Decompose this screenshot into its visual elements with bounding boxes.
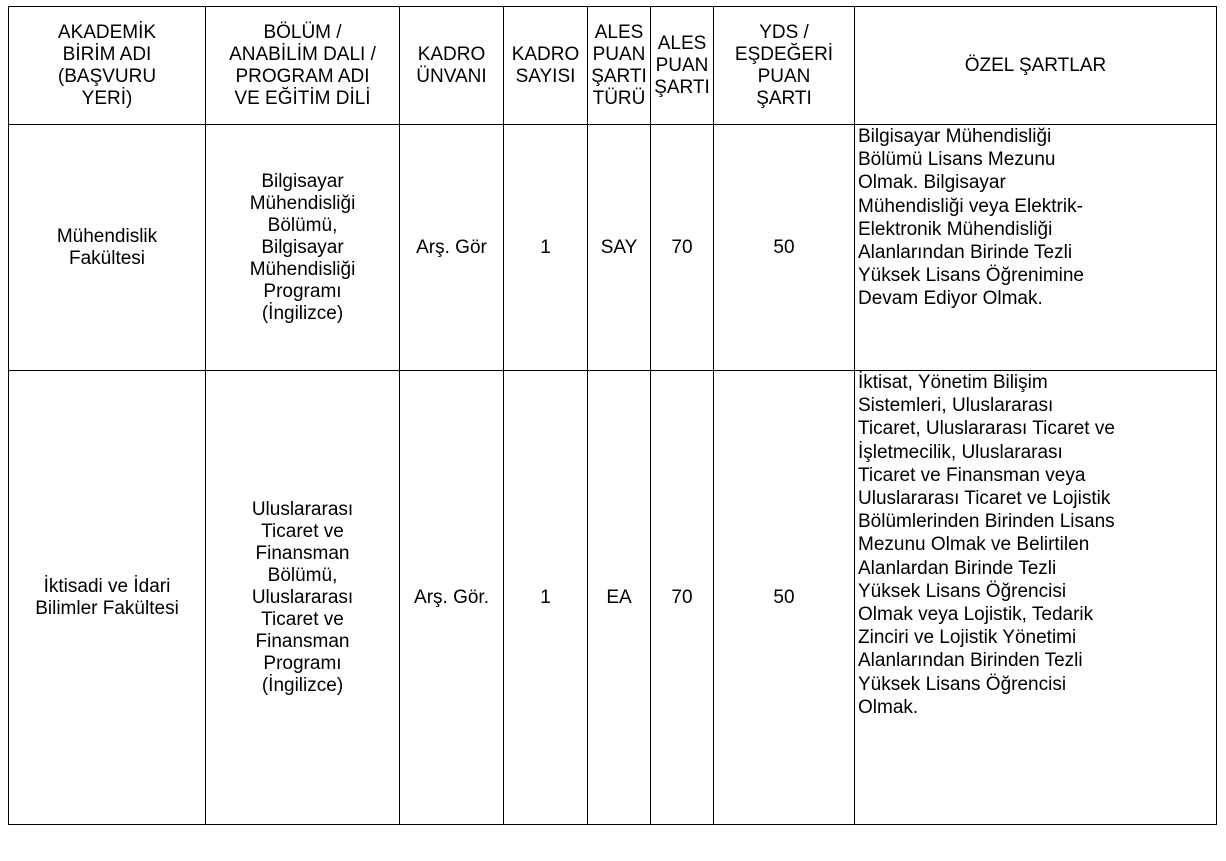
text-line: Alanlarından Birinde Tezli [858,242,1073,264]
text-line: BİRİM ADI [62,43,152,65]
text-line: Sistemleri, Uluslararası [858,395,1054,417]
text-line: (BAŞVURU [57,65,157,87]
text-line: KADRO [417,43,486,65]
text-line: İktisadi ve İdari [43,575,171,597]
text-line: VE EĞİTİM DİLİ [234,87,371,109]
text-line: Yüksek Lisans Öğrencisi [858,673,1067,695]
text-line: YERİ) [81,87,133,109]
text-line: Zinciri ve Lojistik Yönetimi [858,627,1077,649]
text-line: AKADEMİK [57,21,157,43]
text-line: İktisat, Yönetim Bilişim [858,372,1048,393]
header-ales-score-type [588,7,651,125]
cadre-announcement-table [8,6,1217,825]
text-line: YDS / [759,21,809,43]
text-line: ŞARTI [591,65,647,87]
text-line: Bilimler Fakültesi [35,597,179,619]
cell-ales-score-type: EA [588,371,651,825]
header-yds-score [714,7,855,125]
text-line: Uluslararası [251,586,354,608]
text-line: Alanlarından Birinden Tezli [858,650,1083,672]
text-line: Ticaret ve Finansman veya [858,464,1086,486]
text-line: Ticaret, Uluslararası Ticaret ve [858,418,1115,440]
text-line: PROGRAM ADI [235,65,370,87]
text-line: Uluslararası [251,498,354,520]
text-line: Yüksek Lisans Öğrenimine [858,265,1084,287]
text-line: Alanlardan Birinde Tezli [858,557,1057,579]
cell-cadre-title: Arş. Gör [400,125,504,371]
text-line: Fakültesi [68,247,146,269]
text-line: Bölümü, [267,214,338,236]
text-line: Mühendisliği veya Elektrik- [858,195,1083,217]
cell-ales-score: 70 [651,125,714,371]
text-line: PUAN [655,54,709,76]
text-line: Olmak. [858,696,919,718]
text-line: ÜNVANI [416,65,487,87]
cell-special-conditions [855,125,1217,371]
text-line: Bölümü Lisans Mezunu [858,149,1056,171]
text-line: Uluslararası Ticaret ve Lojistik [858,488,1111,510]
text-line: Ticaret ve [261,608,344,630]
text-line: Finansman [255,542,350,564]
text-line: Bilgisayar Mühendisliği [858,126,1052,147]
cell-special-conditions [855,371,1217,825]
text-line: PUAN [592,43,646,65]
text-line: ÖZEL ŞARTLAR [964,54,1107,76]
text-line: ALES [657,32,707,54]
header-special-conditions [855,7,1217,125]
text-line: SAYISI [515,65,576,87]
table-header-row [9,7,1217,125]
cell-department-program [206,371,400,825]
table-row [9,371,1217,825]
text-line: (İngilizce) [261,302,344,324]
cell-cadre-count: 1 [504,125,588,371]
text-line: Bilgisayar [261,170,344,192]
text-line: PUAN [757,65,811,87]
table-row [9,125,1217,371]
text-line: İşletmecilik, Uluslararası [858,441,1063,463]
text-line: Programı [263,280,342,302]
text-line: ŞARTI [756,87,812,109]
cell-ales-score: 70 [651,371,714,825]
text-line: Yüksek Lisans Öğrencisi [858,580,1067,602]
cell-department-program [206,125,400,371]
header-cadre-title [400,7,504,125]
text-line: Finansman [255,630,350,652]
text-line: Mezunu Olmak ve Belirtilen [858,534,1090,556]
text-line: Mühendisliği [249,258,356,280]
text-line: Elektronik Mühendisliği [858,218,1053,240]
cell-yds-score: 50 [714,125,855,371]
text-line: ALES [594,21,644,43]
text-line: Bölümlerinden Birinden Lisans [858,511,1115,533]
cell-ales-score-type: SAY [588,125,651,371]
text-line: Ticaret ve [261,520,344,542]
text-line: Devam Ediyor Olmak. [858,288,1043,310]
text-line: Mühendisliği [249,192,356,214]
text-line: ŞARTI [654,76,710,98]
text-line: Olmak. Bilgisayar [858,172,1006,194]
cell-academic-unit [9,125,206,371]
header-academic-unit [9,7,206,125]
text-line: Programı [263,652,342,674]
header-ales-score [651,7,714,125]
text-line: EŞDEĞERİ [734,43,834,65]
header-department-program [206,7,400,125]
cell-academic-unit [9,371,206,825]
text-line: TÜRÜ [592,87,646,109]
text-line: Bölümü, [267,564,338,586]
text-line: Mühendislik [56,225,158,247]
text-line: Olmak veya Lojistik, Tedarik [858,604,1094,626]
text-line: (İngilizce) [261,674,344,696]
text-line: Bilgisayar [261,236,344,258]
cell-cadre-count: 1 [504,371,588,825]
text-line: KADRO [511,43,580,65]
cell-cadre-title: Arş. Gör. [400,371,504,825]
text-line: BÖLÜM / [263,21,342,43]
text-line: ANABİLİM DALI / [229,43,376,65]
cell-yds-score: 50 [714,371,855,825]
header-cadre-count [504,7,588,125]
